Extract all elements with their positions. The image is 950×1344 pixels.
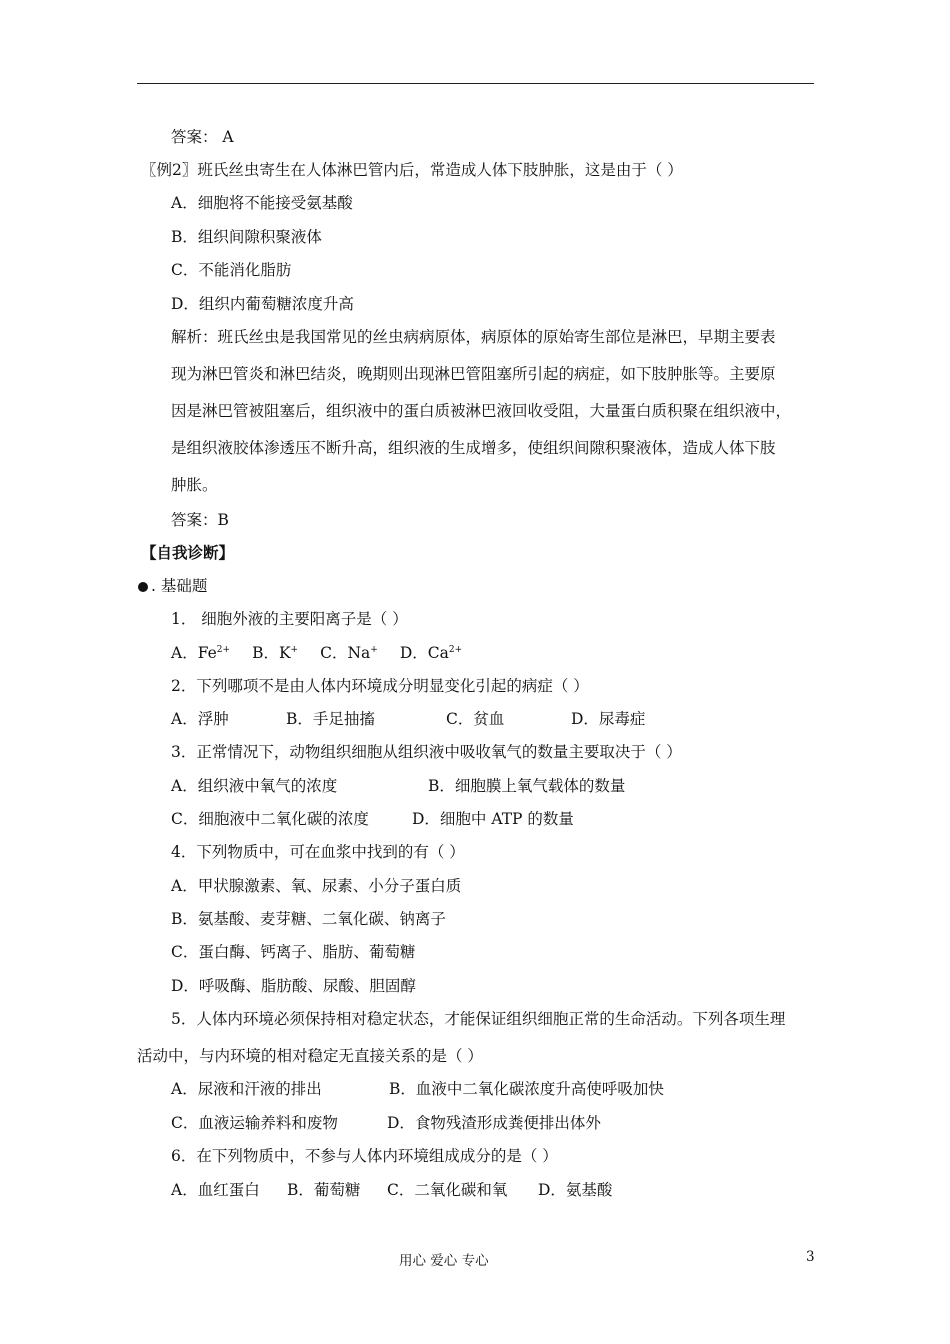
q4-option-c: C．蛋白酶、钙离子、脂肪、葡萄糖: [171, 943, 416, 961]
bullet-dot-icon: [138, 582, 148, 592]
q4-option-b: B．氨基酸、麦芽糖、二氧化碳、钠离子: [171, 910, 446, 928]
example2-analysis-line: 现为淋巴管炎和淋巴结炎，晚期则出现淋巴管阻塞所引起的病症，如下肢肿胀等。主要原: [171, 365, 776, 383]
q5-stem-line2: 活动中，与内环境的相对稳定无直接关系的是（ ）: [137, 1047, 483, 1065]
example2-option-c: C．不能消化脂肪: [171, 261, 292, 279]
q6-option-b: B．葡萄糖: [287, 1181, 361, 1199]
q1-option-c: C．Na+: [320, 644, 378, 662]
q3-option-a: A．组织液中氧气的浓度: [171, 777, 338, 795]
q6-option-c: C．二氧化碳和氧: [387, 1181, 508, 1199]
example2-option-b: B．组织间隙积聚液体: [171, 228, 322, 246]
example1-answer: 答案： A: [171, 128, 234, 146]
q2-stem: 2．下列哪项不是由人体内环境成分明显变化引起的病症（ ）: [171, 677, 589, 695]
basic-section-label: [138, 576, 207, 596]
q3-stem: 3．正常情况下，动物组织细胞从组织液中吸收氧气的数量主要取决于（ ）: [171, 743, 682, 761]
q1-option-d: D．$Ca^{2+}$: [399, 644, 463, 662]
q4-option-d: D．呼吸酶、脂肪酸、尿酸、胆固醇: [171, 977, 416, 995]
q1-option-b: B．K+: [252, 644, 299, 662]
example2-analysis-line: 肿胀。: [171, 476, 218, 494]
q5-option-b: B．血液中二氧化碳浓度升高使呼吸加快: [389, 1080, 664, 1098]
q6-option-a: A．血红蛋白: [171, 1181, 260, 1199]
q3-option-b: B．细胞膜上氧气载体的数量: [428, 777, 626, 795]
example2-analysis-line: 是组织液胶体渗透压不断升高，组织液的生成增多，使组织间隙积聚液体，造成人体下肢: [171, 439, 776, 457]
page-number: 3: [806, 1249, 815, 1265]
example2-analysis-line: 解析：班氏丝虫是我国常见的丝虫病病原体，病原体的原始寄生部位是淋巴，早期主要表: [171, 328, 776, 346]
q3-option-d: D．细胞中 ATP 的数量: [412, 810, 574, 828]
q6-option-d: D．氨基酸: [538, 1181, 613, 1199]
q3-option-c: C．细胞液中二氧化碳的浓度: [171, 810, 369, 828]
q5-option-c: C．血液运输养料和废物: [171, 1114, 338, 1132]
footer-motto: 用心 爱心 专心: [399, 1253, 489, 1269]
q2-option-c: C．贫血: [446, 710, 505, 728]
self-diagnosis-heading: 【自我诊断】: [141, 544, 235, 562]
example2-answer: 答案：B: [171, 511, 229, 529]
q1-stem: 1． 细胞外液的主要阳离子是（ ）: [171, 610, 408, 628]
q2-option-b: B．手足抽搐: [286, 710, 375, 728]
example2-analysis-line: 因是淋巴管被阻塞后，组织液中的蛋白质被淋巴液回收受阻，大量蛋白质积聚在组织液中，: [171, 402, 792, 420]
q2-option-d: D．尿毒症: [571, 710, 646, 728]
q1-option-a: A．$Fe^{2+}$: [171, 644, 231, 662]
example2-question: 〖例2〗班氏丝虫寄生在人体淋巴管内后，常造成人体下肢肿胀，这是由于（ ）: [141, 161, 683, 179]
q5-stem-line1: 5．人体内环境必须保持相对稳定状态，才能保证组织细胞正常的生命活动。下列各项生理: [171, 1010, 786, 1028]
q5-option-d: D．食物残渣形成粪便排出体外: [387, 1114, 601, 1132]
q2-option-a: A．浮肿: [171, 710, 229, 728]
basic-label-text: . 基础题: [151, 577, 208, 595]
q4-stem: 4．下列物质中，可在血浆中找到的有（ ）: [171, 843, 465, 861]
q4-option-a: A．甲状腺激素、氧、尿素、小分子蛋白质: [171, 877, 462, 895]
example2-option-a: A．细胞将不能接受氨基酸: [171, 194, 353, 212]
q5-option-a: A．尿液和汗液的排出: [171, 1080, 322, 1098]
q1-options: [171, 643, 462, 663]
header-rule: [137, 83, 814, 84]
example2-option-d: D．组织内葡萄糖浓度升高: [171, 295, 354, 313]
q6-stem: 6．在下列物质中，不参与人体内环境组成成分的是（ ）: [171, 1147, 558, 1165]
